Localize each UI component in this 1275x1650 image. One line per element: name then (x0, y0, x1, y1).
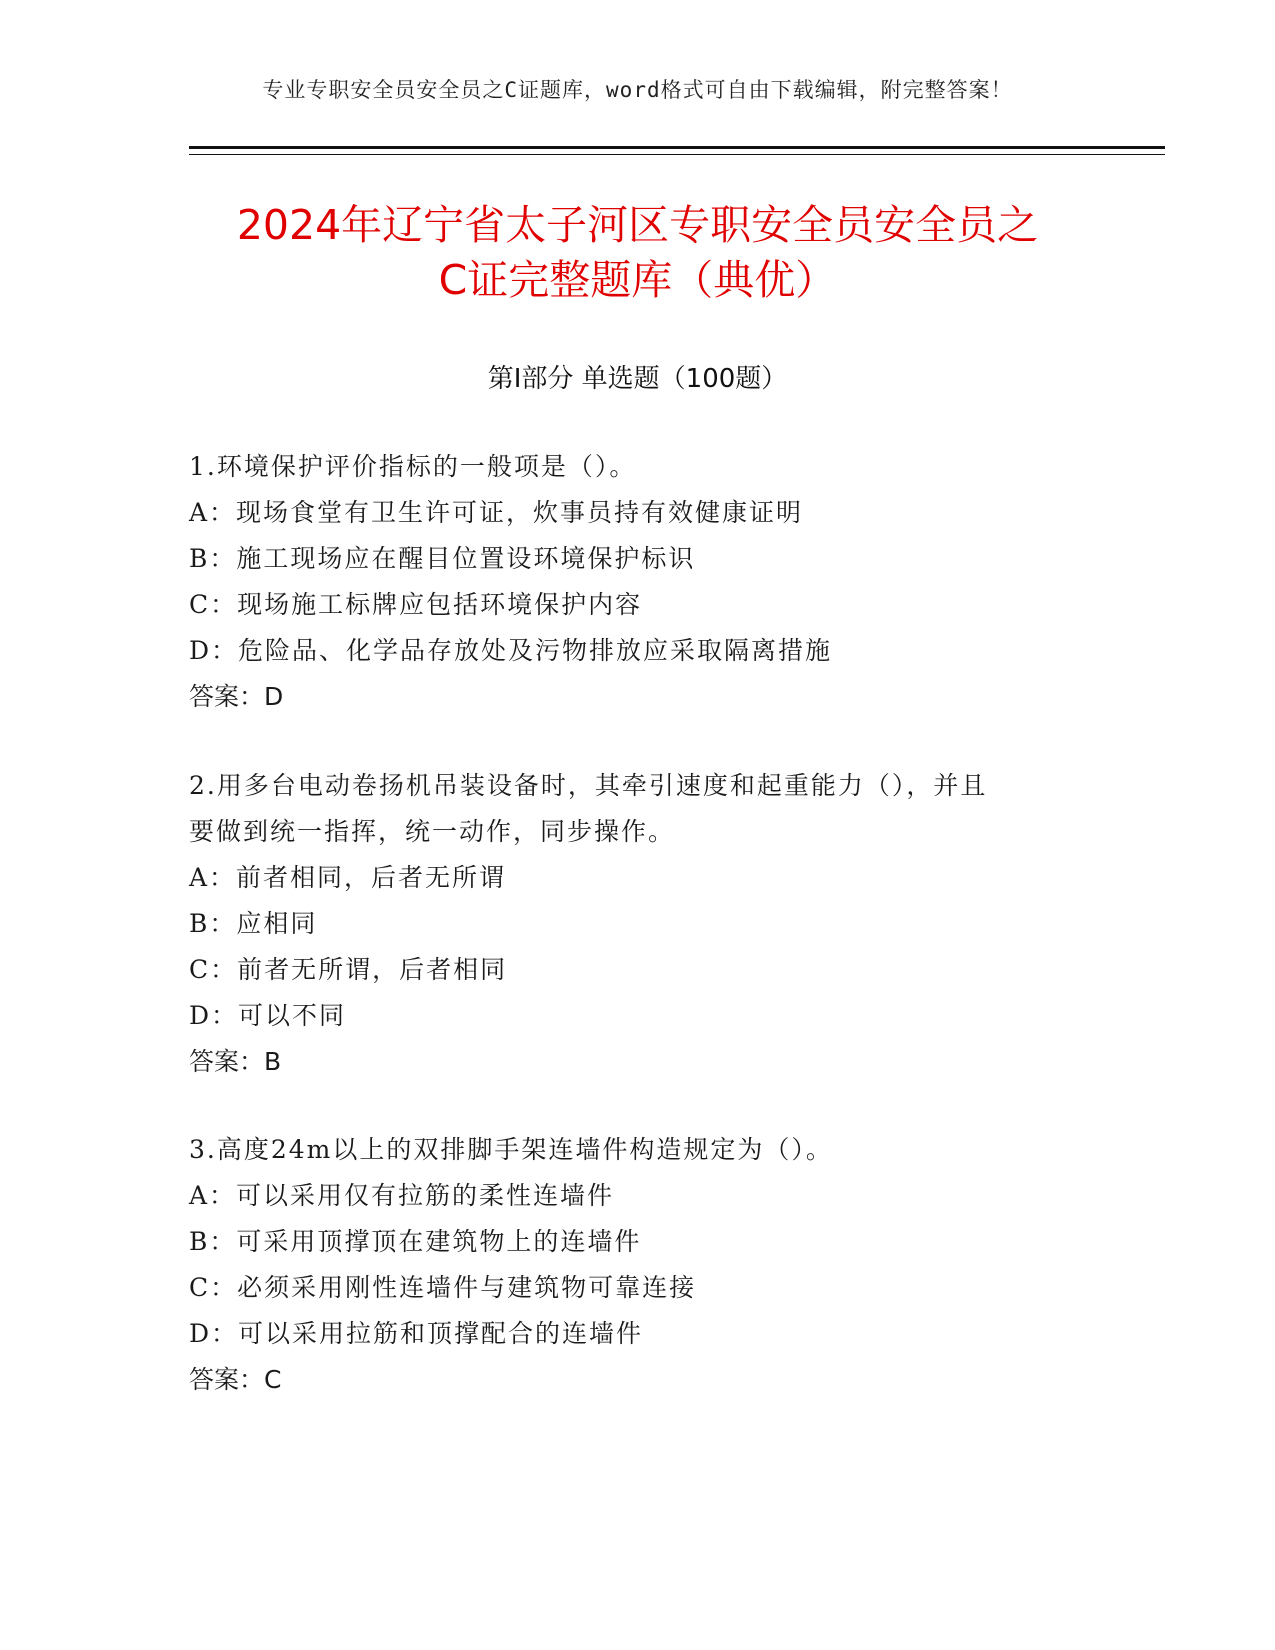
option-a: A：现场食堂有卫生许可证，炊事员持有效健康证明 (189, 498, 804, 527)
option-c: C：必须采用刚性连墙件与建筑物可靠连接 (189, 1273, 697, 1302)
header-rule-thick (189, 146, 1165, 149)
question-1 (189, 444, 1089, 720)
option-c: C：现场施工标牌应包括环境保护内容 (189, 590, 643, 619)
question-stem: 1.环境保护评价指标的一般项是（）。 (189, 452, 637, 481)
question-stem: 2.用多台电动卷扬机吊装设备时，其牵引速度和起重能力（），并且 (189, 771, 988, 800)
page-header: 专业专职安全员安全员之C证题库，word格式可自由下载编辑，附完整答案！ (262, 78, 1013, 102)
question-stem-continued: 要做到统一指挥，统一动作，同步操作。 (189, 817, 676, 846)
section-heading: 第I部分 单选题（100题） (487, 364, 788, 394)
title-line-1: 2024年辽宁省太子河区专职安全员安全员之 (236, 201, 1039, 249)
header-rule-thin (189, 154, 1165, 155)
question-2 (189, 763, 1089, 1085)
answer: 答案：D (189, 682, 284, 711)
option-b: B：施工现场应在醒目位置设环境保护标识 (189, 544, 696, 573)
option-a: A：前者相同，后者无所谓 (189, 863, 507, 892)
question-3 (189, 1127, 1089, 1403)
option-d: D：可以采用拉筋和顶撑配合的连墙件 (189, 1319, 644, 1348)
document-title (140, 198, 1135, 308)
option-c: C：前者无所谓，后者相同 (189, 955, 508, 984)
answer: 答案：B (189, 1047, 282, 1076)
option-d: D：可以不同 (189, 1001, 347, 1030)
option-b: B：可采用顶撑顶在建筑物上的连墙件 (189, 1227, 642, 1256)
answer: 答案：C (189, 1365, 282, 1394)
option-b: B：应相同 (189, 909, 318, 938)
option-a: A：可以采用仅有拉筋的柔性连墙件 (189, 1181, 615, 1210)
title-line-2: C证完整题库（典优） (438, 256, 837, 304)
option-d: D：危险品、化学品存放处及污物排放应采取隔离措施 (189, 636, 833, 665)
question-stem: 3.高度24m以上的双排脚手架连墙件构造规定为（）。 (189, 1135, 833, 1164)
